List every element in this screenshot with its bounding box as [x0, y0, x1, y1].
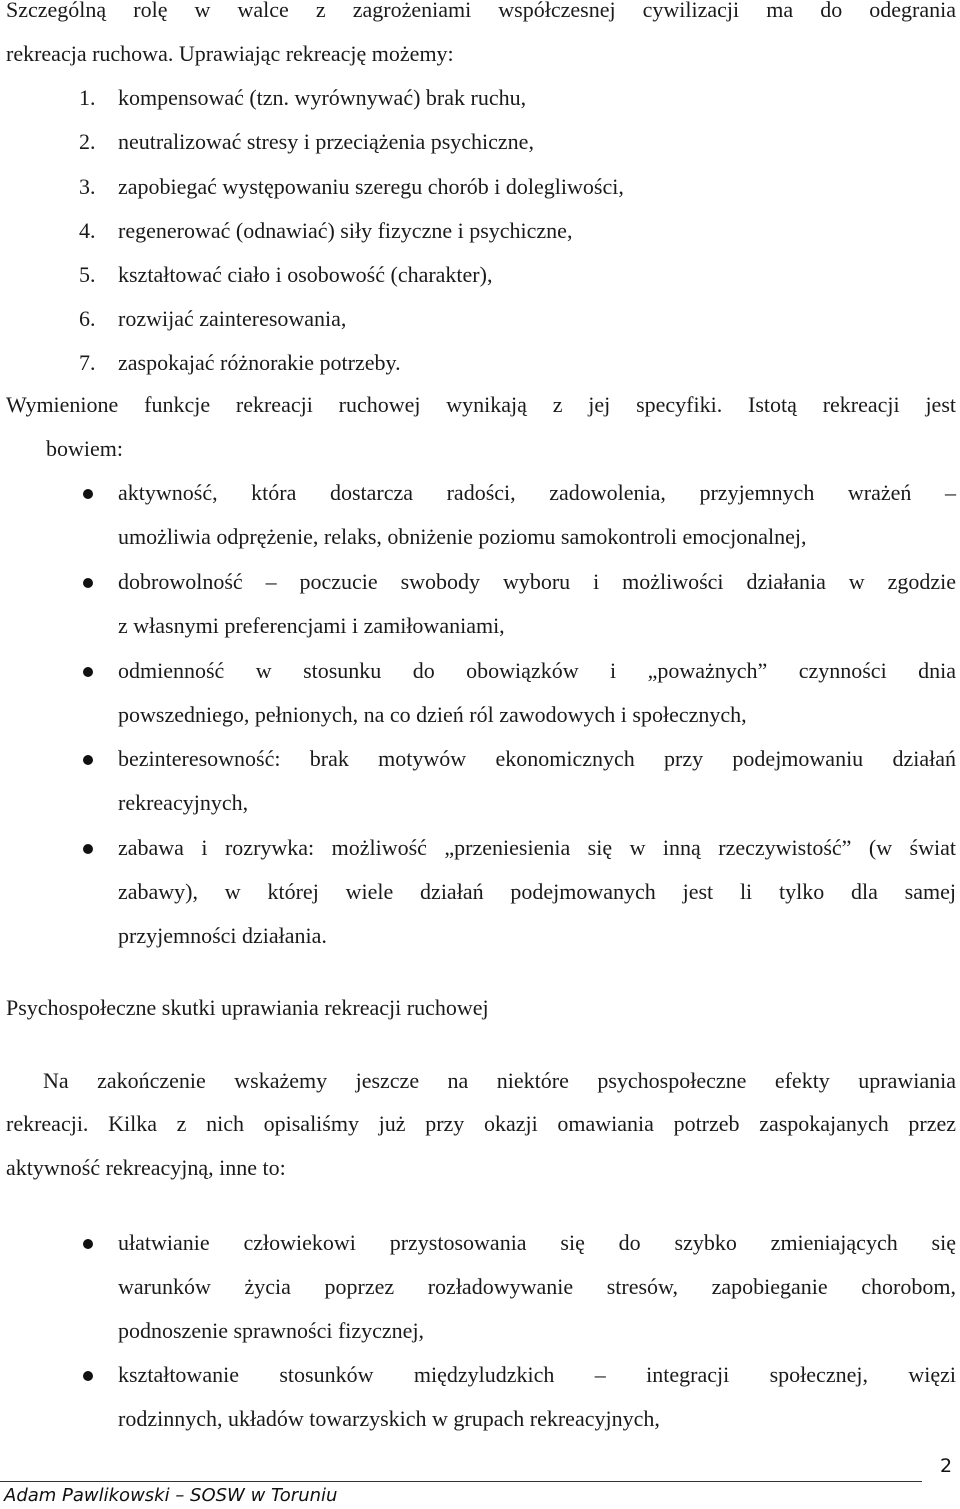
intro-line-2: rekreacja ruchowa. Uprawiając rekreację możemy:: [6, 41, 454, 66]
page-number: 2: [940, 1455, 953, 1477]
bullet-icon: [83, 489, 93, 499]
list-number: 4.: [79, 218, 96, 243]
list-item: zapobiegać występowaniu szeregu chorób i dolegliwości,: [118, 174, 624, 199]
list-number: 6.: [79, 306, 96, 331]
bullet-line: bezinteresowność: brak motywów ekonomicznych przy podejmowaniu działań: [118, 746, 956, 771]
functions-line-1: Wymienione funkcje rekreacji ruchowej wynikają z jej specyfiki. Istotą rekreacji jest: [6, 392, 956, 417]
intro-line-1: Szczególną rolę w walce z zagrożeniami współczesnej cywilizacji ma do odegrania: [6, 0, 956, 22]
bullet-icon: [83, 844, 93, 854]
bullet-line: powszedniego, pełnionych, na co dzień ról zawodowych i społecznych,: [118, 702, 747, 727]
bullet-line: zabawa i rozrywka: możliwość „przeniesienia się w inną rzeczywistość” (w świat: [118, 835, 956, 860]
bullet-line: aktywność, która dostarcza radości, zadowolenia, przyjemnych wrażeń –: [118, 480, 956, 505]
list-number: 1.: [79, 85, 96, 110]
list-item: regenerować (odnawiać) siły fizyczne i psychiczne,: [118, 218, 573, 243]
bullet-line: zabawy), w której wiele działań podejmowanych jest li tylko dla samej: [118, 879, 956, 904]
bullet-line: odmienność w stosunku do obowiązków i „poważnych” czynności dnia: [118, 658, 956, 683]
bullet-line: ułatwianie człowiekowi przystosowania się do szybko zmieniających się: [118, 1230, 956, 1255]
bullet-icon: [83, 1371, 93, 1381]
bullet-line: rekreacyjnych,: [118, 790, 249, 815]
list-item: kompensować (tzn. wyrównywać) brak ruchu,: [118, 85, 527, 110]
list-item: kształtować ciało i osobowość (charakter),: [118, 262, 493, 287]
closing-line-1: Na zakończenie wskażemy jeszcze na niektóre psychospołeczne efekty uprawiania: [43, 1068, 956, 1093]
bullet-line: umożliwia odprężenie, relaks, obniżenie poziomu samokontroli emocjonalnej,: [118, 524, 807, 549]
list-number: 5.: [79, 262, 96, 287]
list-item: zaspokajać różnorakie potrzeby.: [118, 350, 401, 375]
bullet-line: przyjemności działania.: [118, 923, 327, 948]
bullet-icon: [83, 1239, 93, 1249]
list-number: 7.: [79, 350, 96, 375]
bullet-icon: [83, 667, 93, 677]
bullet-line: dobrowolność – poczucie swobody wyboru i możliwości działania w zgodzie: [118, 569, 956, 594]
footer-author: Adam Pawlikowski – SOSW w Toruniu: [4, 1485, 338, 1506]
bullet-line: rodzinnych, układów towarzyskich w grupach rekreacyjnych,: [118, 1406, 660, 1431]
bullet-line: kształtowanie stosunków międzyludzkich – integracji społecznej, więzi: [118, 1362, 956, 1387]
footer-divider: [0, 1481, 922, 1482]
bullet-line: z własnymi preferencjami i zamiłowaniami,: [118, 613, 505, 638]
closing-line-3: aktywność rekreacyjną, inne to:: [6, 1155, 286, 1180]
list-item: rozwijać zainteresowania,: [118, 306, 347, 331]
list-number: 2.: [79, 129, 96, 154]
list-number: 3.: [79, 174, 96, 199]
bullet-line: warunków życia poprzez rozładowywanie stresów, zapobieganie chorobom,: [118, 1274, 956, 1299]
functions-line-2: bowiem:: [46, 436, 123, 461]
bullet-line: podnoszenie sprawności fizycznej,: [118, 1318, 425, 1343]
list-item: neutralizować stresy i przeciążenia psychiczne,: [118, 129, 534, 154]
section-heading: Psychospołeczne skutki uprawiania rekreacji ruchowej: [6, 995, 489, 1020]
bullet-icon: [83, 578, 93, 588]
closing-line-2: rekreacji. Kilka z nich opisaliśmy już przy okazji omawiania potrzeb zaspokajanych przez: [6, 1111, 956, 1136]
bullet-icon: [83, 755, 93, 765]
